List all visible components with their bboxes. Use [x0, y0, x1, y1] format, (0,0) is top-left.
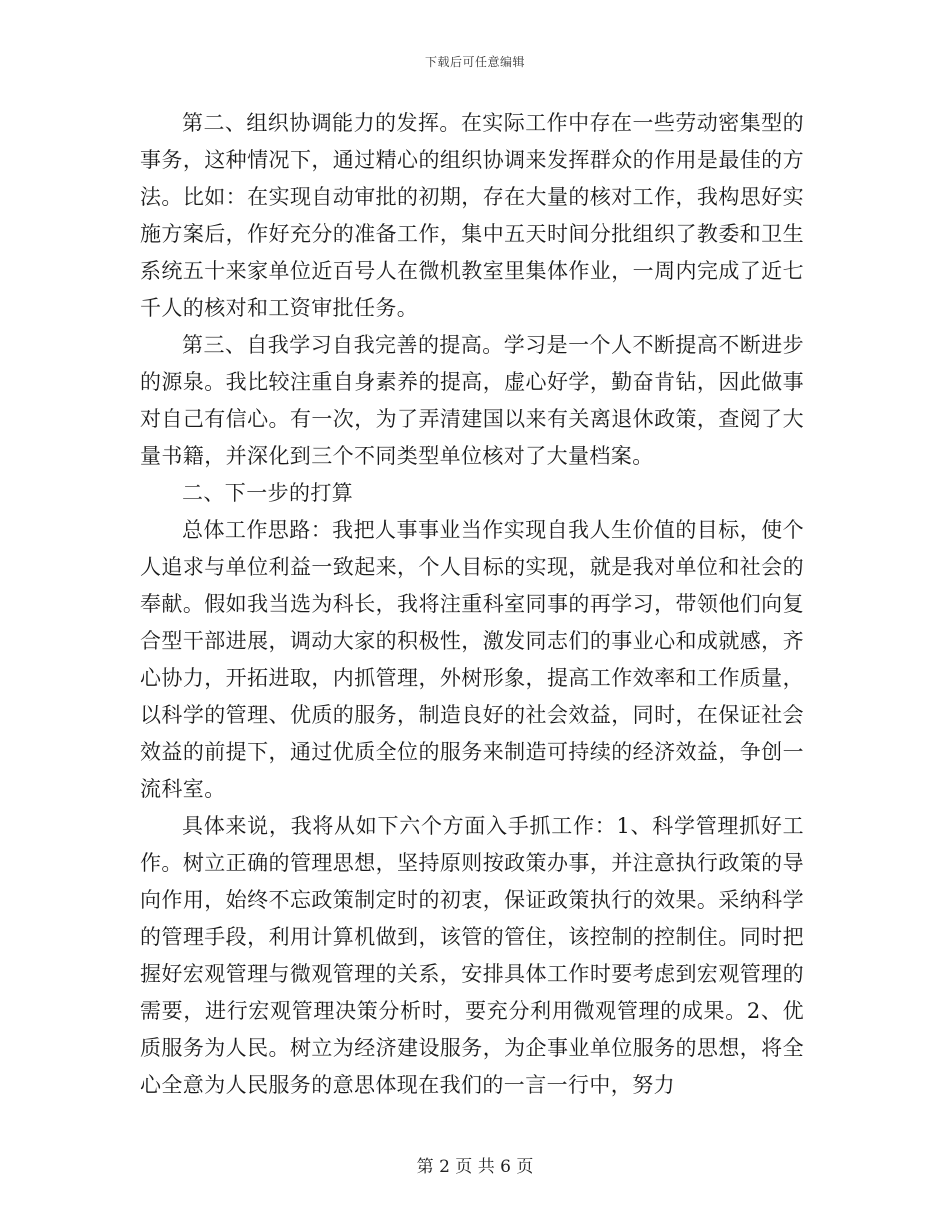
paragraph-organization: 第二、组织协调能力的发挥。在实际工作中存在一些劳动密集型的事务，这种情况下，通过精心的组织协调来发挥群众的作用是最佳的方法。比如：在实现自动审批的初期，存在大量的核对工作，我构思好实施方案后，作好充分的准备工作，集中五天时间分批组织了教委和卫生系统五十来家单位近百号人在微机教室里集体作业，一周内完成了近七千人的核对和工资审批任务。 [140, 111, 804, 320]
page-header-note: 下载后可任意编辑 [424, 55, 525, 69]
document-body [140, 105, 804, 1104]
paragraph-overall-approach: 总体工作思路：我把人事事业当作实现自我人生价值的目标，使个人追求与单位利益一致起来，个人目标的实现，就是我对单位和社会的奉献。假如我当选为科长，我将注重科室同事的再学习，带领他们向复合型干部进展，调动大家的积极性，激发同志们的事业心和成就感，齐心协力，开拓进取，内抓管理，外树形象，提高工作效率和工作质量，以科学的管理、优质的服务，制造良好的社会效益，同时，在保证社会效益的前提下，通过优质全位的服务来制造可持续的经济效益，争创一流科室。 [140, 518, 804, 801]
section-heading-next-plan: 二、下一步的打算 [182, 481, 354, 505]
paragraph-self-learning: 第三、自我学习自我完善的提高。学习是一个人不断提高不断进步的源泉。我比较注重自身素养的提高，虚心好学，勤奋肯钻，因此做事对自己有信心。有一次，为了弄清建国以来有关离退休政策，查阅了大量书籍，并深化到三个不同类型单位核对了大量档案。 [140, 333, 804, 468]
paragraph-specific-plan: 具体来说，我将从如下六个方面入手抓工作：1、科学管理抓好工作。树立正确的管理思想，坚持原则按政策办事，并注意执行政策的导向作用，始终不忘政策制定时的初衷，保证政策执行的效果。采纳科学的管理手段，利用计算机做到，该管的管住，该控制的控制住。同时把握好宏观管理与微观管理的关系，安排具体工作时要考虑到宏观管理的需要，进行宏观管理决策分析时，要充分利用微观管理的成果。2、优质服务为人民。树立为经济建设服务，为企事业单位服务的思想，将全心全意为人民服务的意思体现在我们的一言一行中，努力 [140, 814, 804, 1097]
page-number-footer: 第 2 页 共 6 页 [416, 1157, 534, 1177]
